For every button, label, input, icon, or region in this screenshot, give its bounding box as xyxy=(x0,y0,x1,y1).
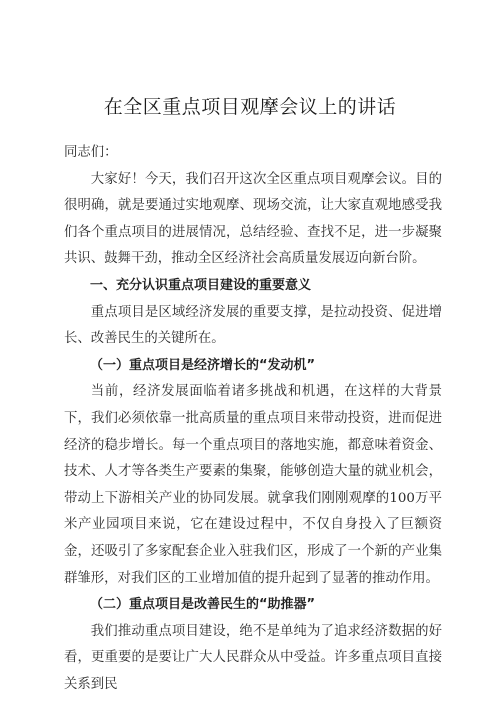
subsection-heading-1: （一）重点项目是经济增长的“发动机” xyxy=(90,357,316,373)
section-1-paragraph: 重点项目是区域经济发展的重要支撑，是拉动投资、促进增长、改善民生的关键所在。 xyxy=(64,304,442,347)
section-heading-1: 一、充分认识重点项目建设的重要意义 xyxy=(90,277,312,293)
subsection-2-paragraph: 我们推动重点项目建设，绝不是单纯为了追求经济数据的好看，更重要的是要让广大人民群众从中受益。许多重点项目直接关系到民 xyxy=(64,623,442,692)
document-title: 在全区重点项目观摩会议上的讲话 xyxy=(103,96,397,118)
subsection-1-paragraph: 当前，经济发展面临着诸多挑战和机遇，在这样的大背景下，我们必须依靠一批高质量的重点项目来带动投资，进而促进经济的稳步增长。每一个重点项目的落地实施，都意味着资金、技术、人才等各类生产要素的集聚，能够创造大量的就业机会，带动上下游相关产业的协同发展。就拿我们刚刚观摩的100万平米产业园项目来说，它在建设过程中，不仅自身投入了巨额资金，还吸引了多家配套企业入驻我们区，形成了一个新的产业集群雏形，对我们区的工业增加值的提升起到了显著的推动作用。 xyxy=(64,384,442,586)
salutation: 同志们： xyxy=(64,145,118,160)
subsection-heading-2: （二）重点项目是改善民生的“助推器” xyxy=(90,597,316,613)
document-body xyxy=(64,140,442,698)
intro-paragraph: 大家好！今天，我们召开这次全区重点项目观摩会议。目的很明确，就是要通过实地观摩、现场交流，让大家直观地感受我们各个重点项目的进展情况，总结经验、查找不足，进一步凝聚共识、鼓舞干劲，推动全区经济社会高质量发展迈向新台阶。 xyxy=(64,171,442,267)
